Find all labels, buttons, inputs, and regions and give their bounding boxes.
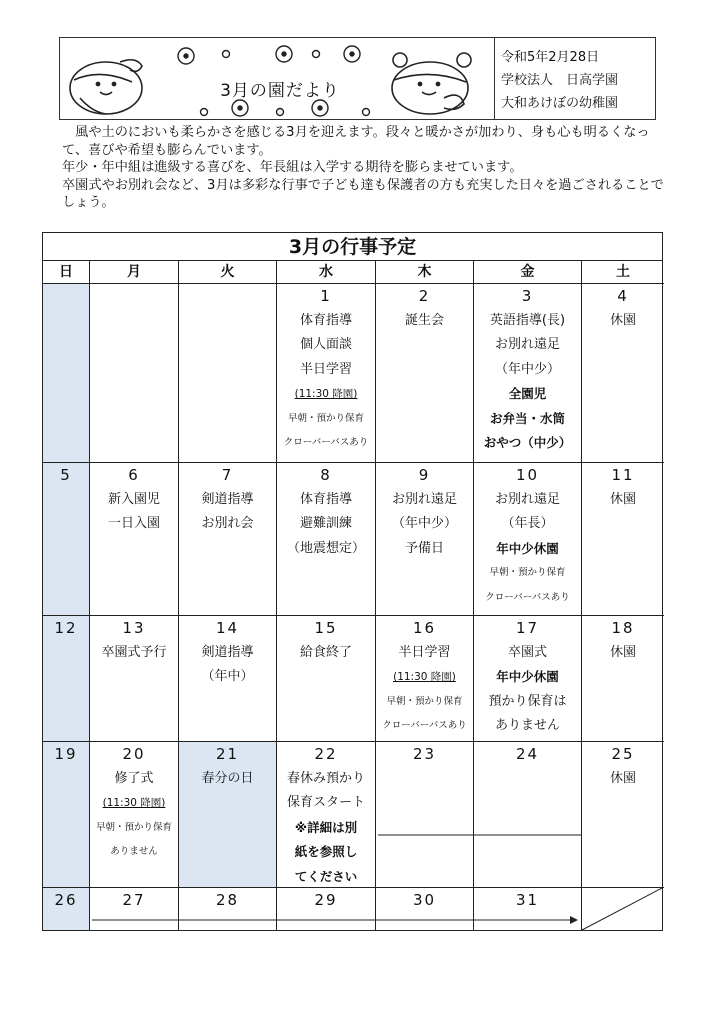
event-line: おやつ（中少） — [483, 435, 572, 450]
weekday-header: 火 — [179, 261, 277, 284]
calendar-day-cell — [43, 888, 90, 930]
calendar-day-cell — [474, 284, 582, 463]
intro-paragraph: 卒園式やお別れ会など、3月は多彩な行事で子ども達も保護者の方も充実した日々を過ごされることでしょう。 — [62, 177, 664, 210]
event-line: (11:30 降園) — [102, 797, 166, 809]
school-name: 大和あけぼの幼稚園 — [501, 96, 619, 111]
day-number: 12 — [54, 619, 78, 637]
event-line: お別れ遠足 — [494, 337, 560, 352]
event-line: 半日学習 — [299, 361, 352, 377]
event-line: 休園 — [609, 644, 636, 660]
event-line: （地震想定） — [286, 540, 365, 556]
event-line: 誕生会 — [404, 312, 444, 328]
event-line: クローバーバスあり — [485, 591, 570, 603]
day-number: 20 — [122, 745, 146, 763]
event-line: (11:30 降園) — [294, 388, 358, 400]
event-line: てください — [294, 868, 358, 884]
issue-date: 令和5年2月28日 — [501, 50, 600, 65]
calendar-day-cell — [90, 888, 179, 930]
day-number: 8 — [320, 466, 332, 484]
day-number: 14 — [215, 619, 240, 637]
event-line: クローバーバスあり — [382, 720, 467, 731]
event-line: 全園児 — [508, 386, 547, 401]
event-line: （年中） — [201, 669, 254, 684]
event-calendar — [42, 232, 663, 931]
weekday-header: 水 — [277, 261, 376, 284]
day-number: 11 — [611, 466, 635, 484]
day-number: 30 — [412, 891, 437, 909]
day-number: 10 — [515, 466, 540, 484]
day-number: 31 — [515, 891, 540, 909]
event-line: 卒園式 — [507, 644, 547, 660]
event-line: 休園 — [609, 312, 636, 328]
day-number: 15 — [314, 619, 338, 637]
weekday-header: 日 — [43, 261, 90, 284]
weekday-header: 土 — [582, 261, 664, 284]
event-line: （年長） — [501, 516, 554, 531]
school-corporation: 学校法人 日高学園 — [501, 73, 619, 88]
event-line: 預かり保育は — [488, 693, 567, 709]
calendar-day-cell — [582, 888, 664, 930]
header-divider — [494, 38, 495, 119]
intro-text — [62, 124, 667, 212]
event-line: 修了式 — [114, 770, 154, 786]
calendar-day-cell — [376, 888, 474, 930]
event-line: 体育指導 — [299, 491, 352, 507]
calendar-day-cell — [376, 463, 474, 616]
event-line: 休園 — [609, 770, 636, 786]
event-line: 体育指導 — [299, 312, 352, 328]
day-number: 16 — [412, 619, 437, 637]
calendar-day-cell — [582, 284, 664, 463]
day-number: 28 — [215, 891, 240, 909]
calendar-day-cell — [90, 284, 179, 463]
day-number: 2 — [418, 287, 431, 305]
event-line: 保育スタート — [286, 795, 365, 810]
day-number: 25 — [611, 745, 635, 763]
calendar-day-cell — [43, 742, 90, 888]
calendar-day-cell — [179, 463, 277, 616]
calendar-day-cell — [474, 463, 582, 616]
calendar-day-cell — [582, 742, 664, 888]
event-line: 卒園式予行 — [101, 644, 167, 660]
event-line: 紙を参照し — [294, 844, 358, 859]
event-line: お弁当・水筒 — [489, 410, 565, 426]
event-line: 英語指導(長) — [489, 312, 566, 328]
event-line: 早朝・預かり保育 — [287, 412, 364, 424]
event-line: 半日学習 — [398, 644, 451, 660]
calendar-day-cell — [376, 616, 474, 742]
calendar-day-cell — [376, 742, 474, 888]
day-number: 26 — [54, 891, 78, 909]
calendar-day-cell — [474, 742, 582, 888]
header-info — [501, 46, 618, 115]
event-line: 剣道指導 — [201, 491, 254, 507]
calendar-day-cell — [179, 742, 277, 888]
event-line: 避難訓練 — [299, 516, 352, 531]
day-number: 24 — [515, 745, 540, 763]
event-line: 春分の日 — [201, 770, 254, 786]
day-number: 22 — [314, 745, 338, 763]
calendar-day-cell — [179, 888, 277, 930]
day-number: 4 — [617, 287, 629, 305]
calendar-day-cell — [179, 616, 277, 742]
day-number: 3 — [521, 287, 534, 305]
calendar-day-cell — [179, 284, 277, 463]
event-line: （年中少） — [391, 516, 457, 531]
event-line: 予備日 — [404, 540, 444, 556]
day-number: 18 — [611, 619, 635, 637]
child-face-icon — [70, 60, 142, 114]
calendar-day-cell — [474, 888, 582, 930]
event-line: 年中少休園 — [496, 540, 559, 556]
calendar-day-cell — [43, 284, 90, 463]
calendar-day-cell — [277, 284, 376, 463]
event-line: ありません — [494, 718, 560, 733]
event-line: 新入園児 — [107, 491, 160, 507]
event-line: （年中少） — [494, 361, 560, 377]
day-number: 1 — [320, 287, 332, 305]
day-number: 5 — [60, 466, 72, 484]
weekday-header: 金 — [474, 261, 582, 284]
day-number: 6 — [128, 466, 140, 484]
event-line: 剣道指導 — [201, 644, 254, 660]
day-number: 9 — [418, 466, 431, 484]
event-line: お別れ遠足 — [494, 491, 560, 507]
calendar-day-cell — [277, 742, 376, 888]
event-line: クローバーバスあり — [283, 437, 369, 448]
event-line: ※詳細は別 — [294, 819, 358, 835]
calendar-day-cell — [90, 616, 179, 742]
calendar-day-cell — [90, 742, 179, 888]
event-line: 春休み預かり — [286, 770, 365, 786]
event-line: 早朝・預かり保育 — [489, 567, 566, 578]
child-face-icon — [392, 53, 471, 114]
intro-paragraph: 風や土のにおいも柔らかさを感じる3月を迎えます。段々と暖かさが加わり、身も心も明るくなって、喜びや希望も膨らんでいます。 — [62, 125, 650, 158]
event-line: お別れ会 — [201, 516, 254, 531]
event-line: ありません — [110, 846, 158, 857]
calendar-day-cell — [90, 463, 179, 616]
weekday-header: 月 — [90, 261, 179, 284]
calendar-day-cell — [43, 616, 90, 742]
day-number: 7 — [221, 466, 234, 484]
calendar-day-cell — [277, 888, 376, 930]
newsletter-title: 3月の園だより — [220, 81, 340, 101]
event-line: 早朝・預かり保育 — [95, 821, 172, 833]
intro-paragraph: 年少・年中組は進級する喜びを、年長組は入学する期待を膨らませています。 — [62, 160, 523, 175]
calendar-day-cell — [43, 463, 90, 616]
newsletter-header — [59, 37, 656, 120]
day-number: 13 — [122, 619, 146, 637]
calendar-title: 3月の行事予定 — [43, 233, 662, 261]
event-line: (11:30 降園) — [393, 671, 456, 683]
event-line: 一日入園 — [107, 516, 160, 531]
calendar-day-cell — [582, 463, 664, 616]
day-number: 17 — [515, 619, 540, 637]
day-number: 19 — [54, 745, 78, 763]
calendar-day-cell — [582, 616, 664, 742]
day-number: 27 — [122, 891, 146, 909]
calendar-day-cell — [277, 616, 376, 742]
event-line: 給食終了 — [299, 644, 352, 660]
day-number: 23 — [412, 745, 437, 763]
day-number: 29 — [314, 891, 338, 909]
event-line: 休園 — [609, 491, 636, 507]
day-number: 21 — [215, 745, 240, 763]
calendar-day-cell — [474, 616, 582, 742]
event-line: 早朝・預かり保育 — [386, 695, 463, 707]
event-line: 年中少休園 — [496, 669, 559, 684]
event-line: お別れ遠足 — [391, 491, 457, 507]
event-line: 個人面談 — [299, 337, 352, 352]
weekday-header: 木 — [376, 261, 474, 284]
calendar-day-cell — [376, 284, 474, 463]
calendar-day-cell — [277, 463, 376, 616]
